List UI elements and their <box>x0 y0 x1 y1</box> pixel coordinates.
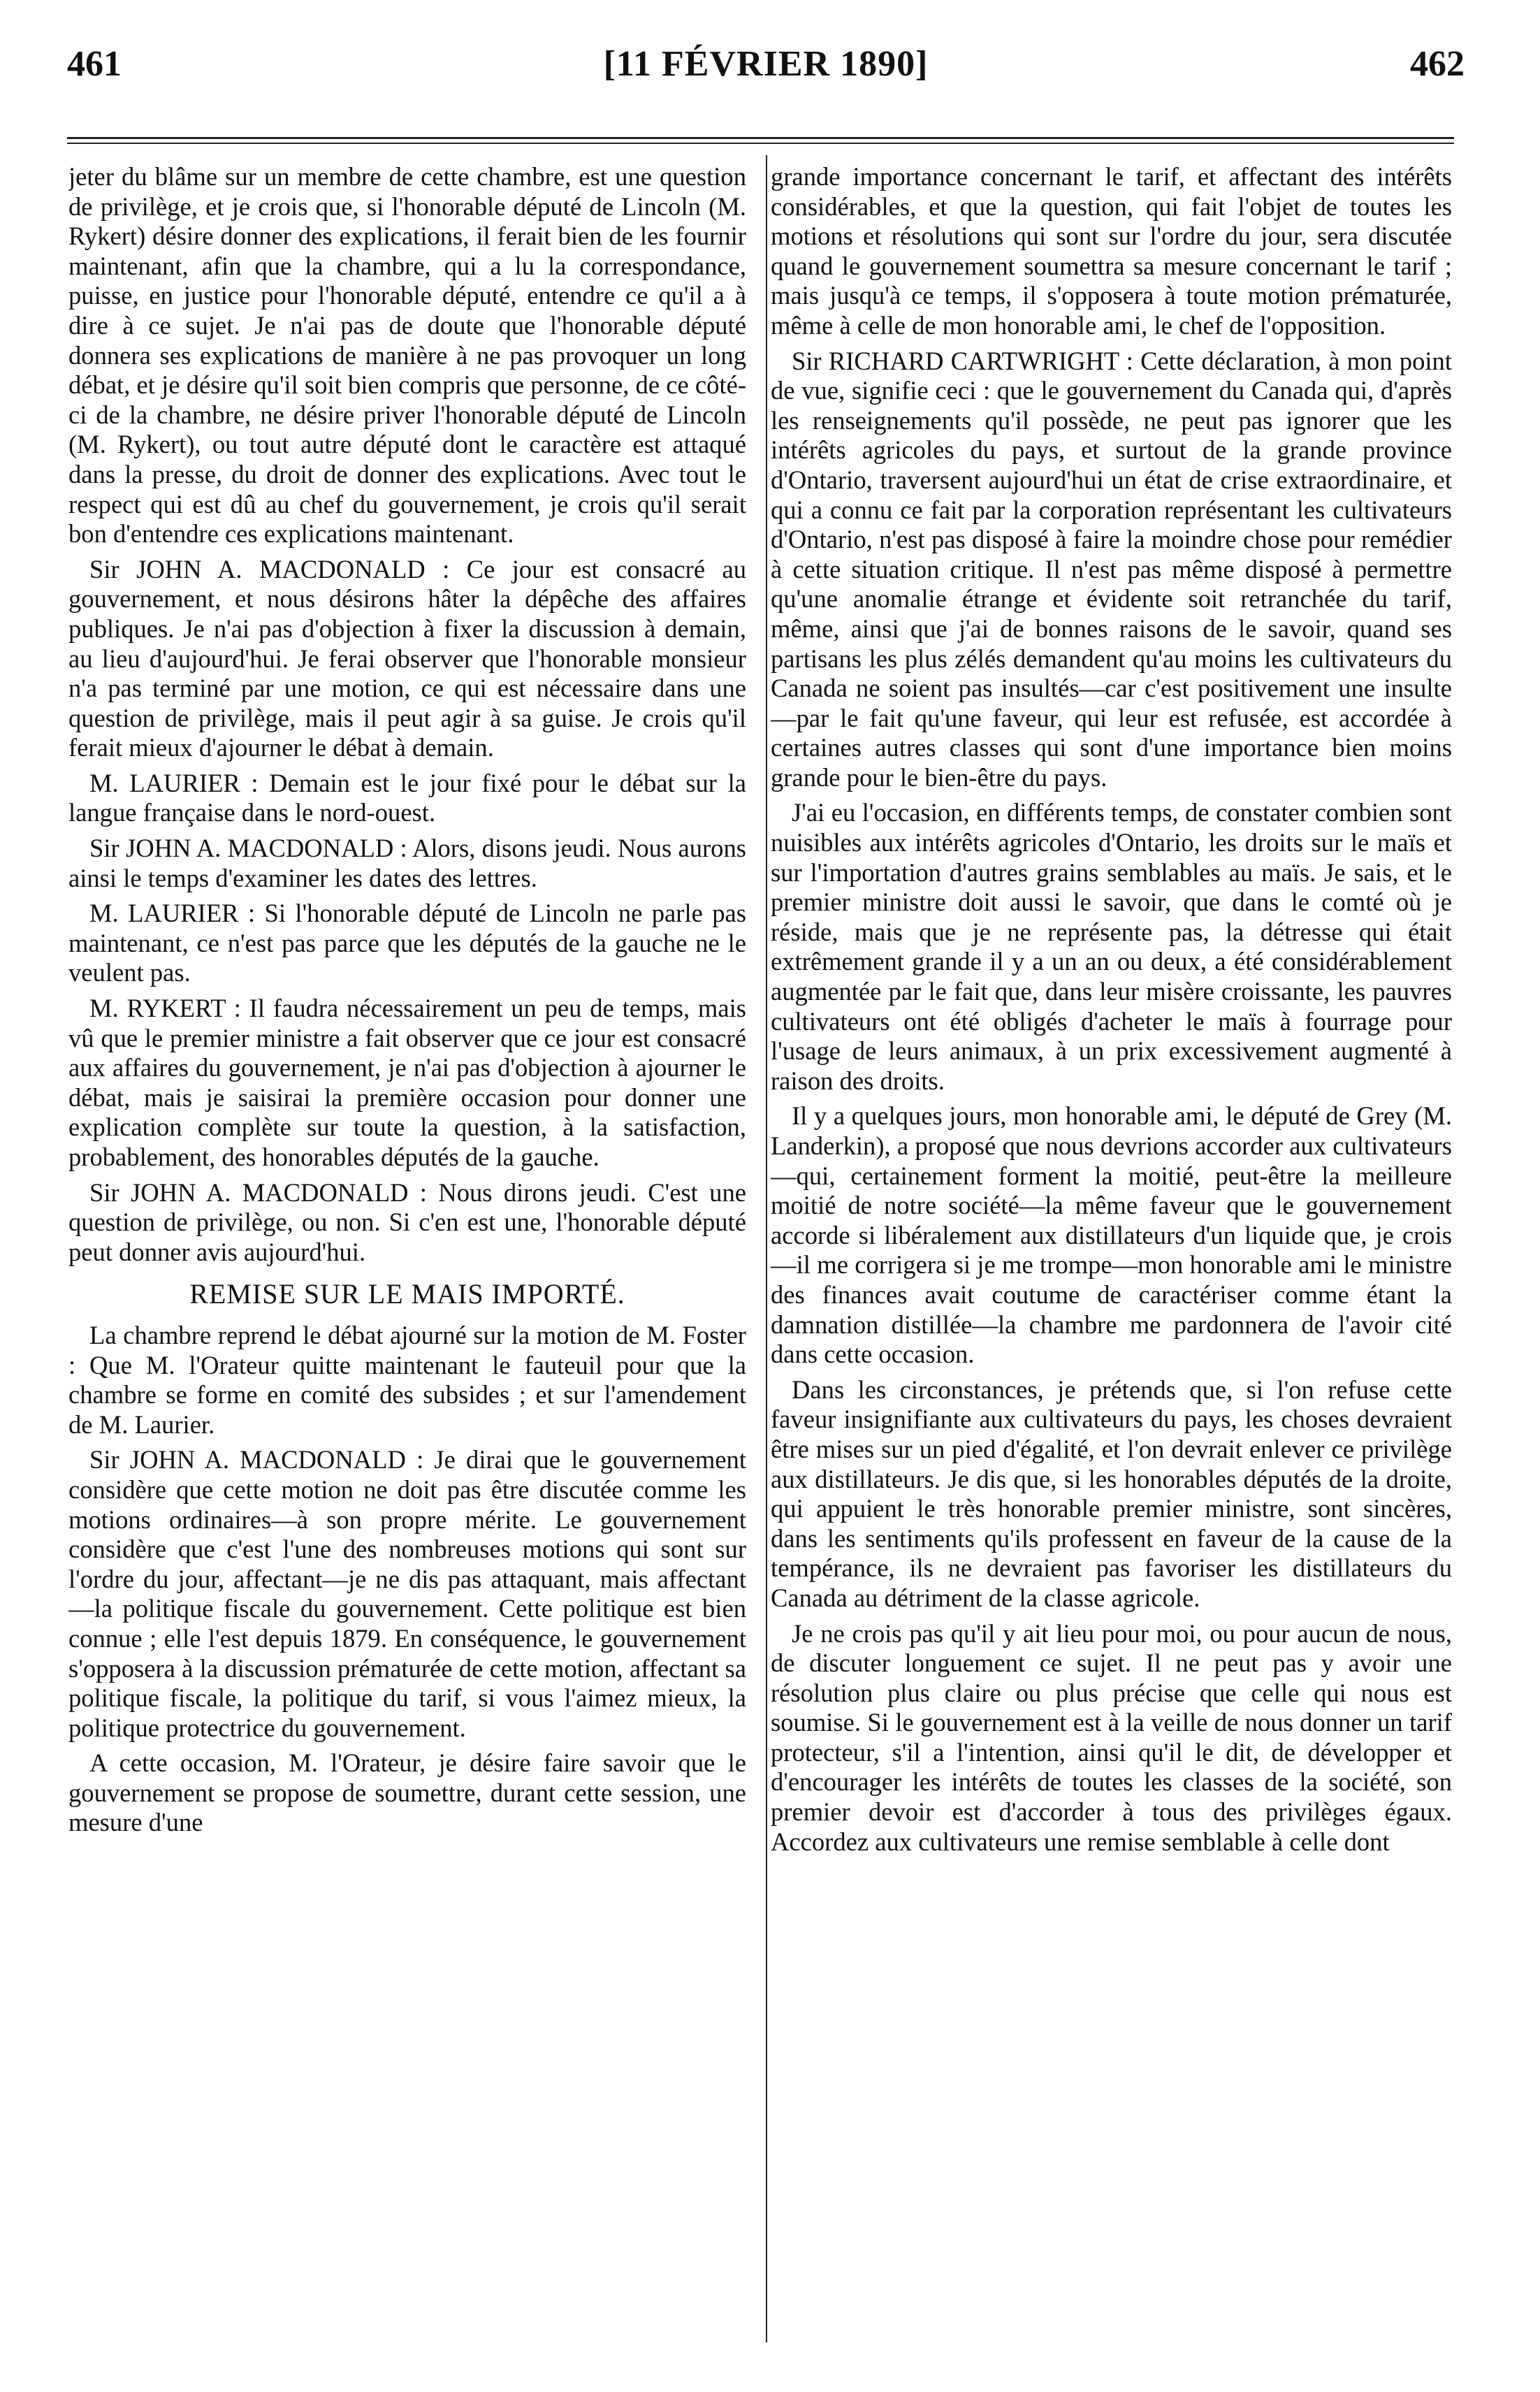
paragraph-rykert: M. RYKERT : Il faudra nécessairement un peu de temps, mais vû que le premier ministre a fait observer que ce jour est consacré aux affaires du gouvernement, je n'ai pas d'objection à ajourner le débat, mais je saisirai la première occasion pour donner une explication complète sur toute la question, à la satisfaction, probablement, des honorables députés de la gauche. <box>68 994 746 1171</box>
paragraph-cartwright: Il y a quelques jours, mon honorable ami, le député de Grey (M. Landerkin), a proposé que nous devrions accorder aux cultivateurs—qui, certainement forment la moitié, peut-être la meilleure moitié de notre société—la même faveur que le gouvernement accorde si libéralement aux distillateurs d'un liquide que, je crois—il me corrigera si je me trompe—mon honorable ami le ministre des finances avait coutume de caractériser comme étant la damnation distillée—la chambre me pardonnera de l'avoir cité dans cette occasion. <box>771 1101 1452 1369</box>
header-rule-bottom <box>67 143 1454 144</box>
paragraph-macdonald: Sir JOHN A. MACDONALD : Alors, disons jeudi. Nous aurons ainsi le temps d'examiner les dates des lettres. <box>68 834 746 892</box>
header-rule-top <box>67 137 1454 139</box>
session-date: [11 FÉVRIER 1890] <box>603 44 929 84</box>
left-column <box>68 162 746 2356</box>
paragraph-motion: La chambre reprend le débat ajourné sur la motion de M. Foster : Que M. l'Orateur quitte maintenant le fauteuil pour que la chambre se forme en comité des subsides ; et sur l'amendement de M. Laurier. <box>68 1320 746 1439</box>
paragraph-cartwright: J'ai eu l'occasion, en différents temps, de constater combien sont nuisibles aux intérêts agricoles d'Ontario, les droits sur le maïs et sur l'importation d'autres grains semblables au maïs. Je sais, et le premier ministre doit aussi le savoir, que dans le comté où je réside, mais que je ne représente pas, la détresse qui était extrêmement grande il y a un an ou deux, a été considérablement augmentée par le fait que, dans leur misère croissante, les pauvres cultivateurs ont été obligés d'acheter le maïs à fourrage pour l'usage de leurs animaux, à un prix excessivement augmenté à raison des droits. <box>771 798 1452 1095</box>
paragraph-laurier: M. LAURIER : Si l'honorable député de Lincoln ne parle pas maintenant, ce n'est pas parce que les députés de la gauche ne le veulent pas. <box>68 899 746 987</box>
paragraph-continuation: jeter du blâme sur un membre de cette chambre, est une question de privilège, et je crois que, si l'honorable député de Lincoln (M. Rykert) désire donner des explications, il ferait bien de les fournir maintenant, afin que la chambre, qui a lu la correspondance, puisse, en justice pour l'honorable député, entendre ce qu'il a à dire à ce sujet. Je n'ai pas de doute que l'honorable député donnera ses explications de manière à ne pas provoquer un long débat, et je désire qu'il soit bien compris que personne, de ce côté-ci de la chambre, ne désire priver l'honorable député de Lincoln (M. Rykert), ou tout autre député dont le caractère est attaqué dans la presse, du droit de donner des explications. Avec tout le respect qui est dû au chef du gouvernement, je crois qu'il serait bon d'entendre ces explications maintenant. <box>68 162 746 549</box>
paragraph-macdonald: Sir JOHN A. MACDONALD : Je dirai que le gouvernement considère que cette motion ne doit pas être discutée comme les motions ordinaires—à son propre mérite. Le gouvernement considère que c'est l'une des nombreuses motions qui sont sur l'ordre du jour, affectant—je ne dis pas attaquant, mais affectant—la politique fiscale du gouvernement. Cette politique est bien connue ; elle l'est depuis 1879. En conséquence, le gouvernement s'opposera à la discussion prématurée de cette motion, affectant sa politique fiscale, la politique du tarif, si vous l'aimez mieux, la politique protectrice du gouvernement. <box>68 1445 746 1742</box>
right-page-number: 462 <box>1410 44 1465 84</box>
left-page-number: 461 <box>67 44 122 84</box>
paragraph-cartwright: Dans les circonstances, je prétends que, si l'on refuse cette faveur insignifiante aux cultivateurs du pays, les choses devraient être mises sur un pied d'égalité, et l'on devrait enlever ce privilège aux distillateurs. Je dis que, si les honorables députés de la droite, qui appuient le très honorable premier ministre, sont sincères, dans les sentiments qu'ils professent en faveur de la cause de la tempérance, ils ne devraient pas favoriser les distillateurs du Canada au détriment de la classe agricole. <box>771 1375 1452 1612</box>
right-column <box>771 162 1452 2356</box>
paragraph-continuation: grande importance concernant le tarif, et affectant des intérêts considérables, et que la question, qui fait l'objet de toutes les motions et résolutions qui sont sur l'ordre du jour, sera discutée quand le gouvernement soumettra sa mesure concernant le tarif ; mais jusqu'à ce temps, il s'opposera à toute motion prématurée, même à celle de mon honorable ami, le chef de l'opposition. <box>771 162 1452 340</box>
paragraph-cartwright: Je ne crois pas qu'il y ait lieu pour moi, ou pour aucun de nous, de discuter longuement ce sujet. Il ne peut pas y avoir une résolution plus claire ou plus précise que celle qui nous est soumise. Si le gouvernement est à la veille de nous donner un tarif protecteur, s'il a l'intention, ainsi qu'il le dit, de développer et d'encourager les intérêts de toutes les classes de la société, son premier devoir est d'accorder à tous des privilèges égaux. Accordez aux cultivateurs une remise semblable à celle dont <box>771 1618 1452 1856</box>
paragraph-macdonald: Sir JOHN A. MACDONALD : Ce jour est consacré au gouvernement, et nous désirons hâter la dépêche des affaires publiques. Je n'ai pas d'objection à fixer la discussion à demain, au lieu d'aujourd'hui. Je ferai observer que l'honorable monsieur n'a pas terminé par une motion, ce qui est nécessaire dans une question de privilège, mais il peut agir à sa guise. Je crois qu'il ferait mieux d'ajourner le débat à demain. <box>68 554 746 762</box>
paragraph-continuation-break: A cette occasion, M. l'Orateur, je désire faire savoir que le gouvernement se propose de soumettre, durant cette session, une mesure d'une <box>68 1748 746 1837</box>
paragraph-macdonald: Sir JOHN A. MACDONALD : Nous dirons jeudi. C'est une question de privilège, ou non. Si c'en est une, l'honorable député peut donner avis aujourd'hui. <box>68 1177 746 1266</box>
column-divider <box>766 155 767 2342</box>
paragraph-cartwright: Sir RICHARD CARTWRIGHT : Cette déclaration, à mon point de vue, signifie ceci : que le gouvernement du Canada qui, d'après les renseignements qu'il possède, ne peut pas ignorer que les intérêts agricoles du pays, et surtout de la grande province d'Ontario, traversent aujourd'hui un état de crise extraordinaire, et qui a connu ce fait par la corporation représentant les cultivateurs d'Ontario, n'est pas disposé à faire la moindre chose pour remédier à cette situation critique. Il n'est pas même disposé à permettre qu'une anomalie étrange et évidente soit retranchée du tarif, même, ainsi que j'ai de bonnes raisons de le savoir, quand ses partisans les plus zélés demandent qu'au moins les cultivateurs du Canada ne soient pas insultés—car c'est positivement une insulte—par le fait qu'une faveur, qui leur est refusée, est accordée à certaines autres classes qui sont d'une importance bien moins grande pour le bien-être du pays. <box>771 346 1452 792</box>
paragraph-laurier: M. LAURIER : Demain est le jour fixé pour le débat sur la langue française dans le nord-ouest. <box>68 768 746 827</box>
section-heading: REMISE SUR LE MAIS IMPORTÉ. <box>189 1278 625 1310</box>
page-header <box>67 43 1465 92</box>
